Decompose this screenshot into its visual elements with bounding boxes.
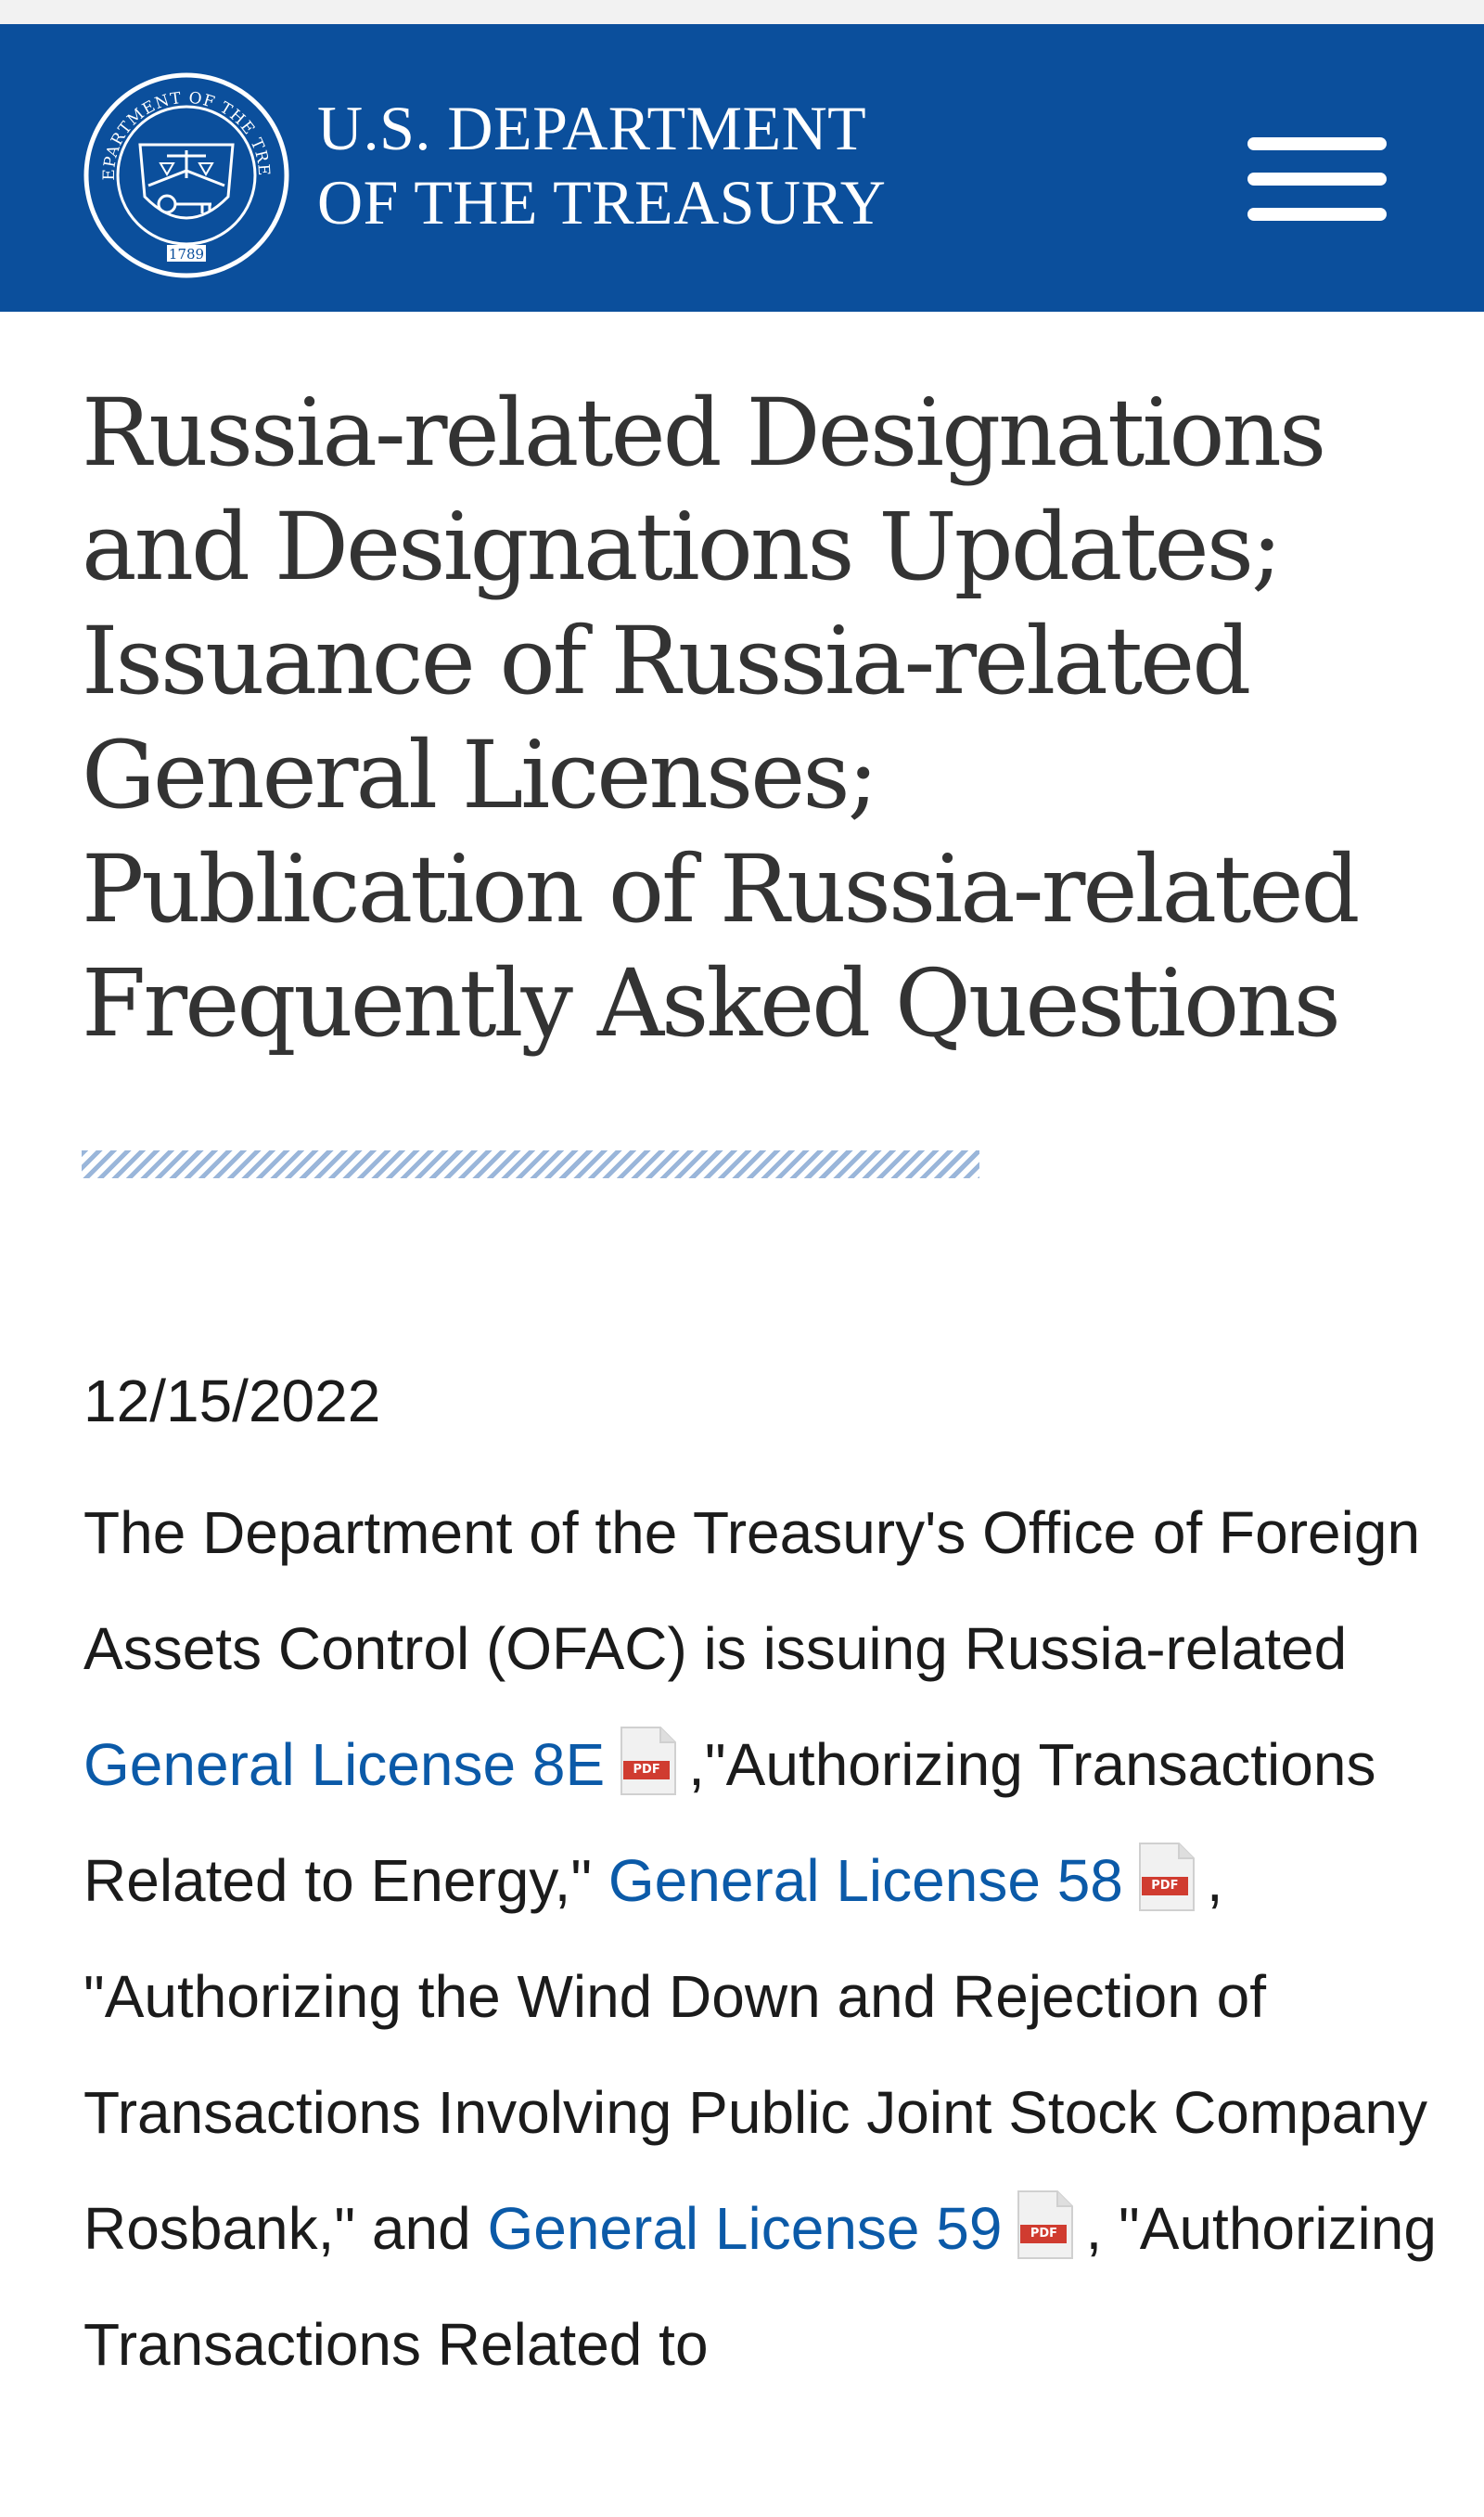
general-license-58-link[interactable]: General License 58 <box>608 1847 1123 1914</box>
body-text-1: ,"Authorizing Transactions Related to Energy," <box>83 1731 1376 1914</box>
body-intro: The Department of the Treasury's Office of Foreign Assets Control (OFAC) is issuing Russia-related <box>83 1499 1421 1682</box>
title-divider <box>82 1150 979 1178</box>
general-license-8e-link[interactable]: General License 8E <box>83 1731 606 1798</box>
site-name-line2: OF THE TREASURY <box>317 167 887 238</box>
article-body <box>83 1475 1438 2403</box>
body-text-2: , "Authorizing the Wind Down and Rejection of Transactions Involving Public Joint Stock Company Rosbank," and <box>83 1847 1427 2262</box>
menu-button[interactable] <box>1238 117 1405 238</box>
svg-text:THE DEPARTMENT OF THE TREASURY: EPARTMENT OF THE TRE <box>99 88 274 181</box>
pdf-label: PDF <box>623 1761 670 1779</box>
treasury-seal-icon <box>82 71 291 280</box>
menu-bar-top <box>1247 137 1387 150</box>
menu-bar-middle <box>1247 173 1387 186</box>
body-text-3: , "Authorizing Transactions Related to <box>83 2195 1437 2378</box>
site-name-line1: U.S. DEPARTMENT <box>317 93 867 163</box>
site-header <box>0 24 1484 312</box>
site-name[interactable] <box>317 91 886 239</box>
pdf-icon[interactable] <box>618 1726 679 1796</box>
browser-top-strip <box>0 0 1484 24</box>
menu-bar-bottom <box>1247 208 1387 221</box>
pdf-icon[interactable] <box>1136 1842 1197 1912</box>
pdf-label: PDF <box>1142 1877 1188 1895</box>
page-title: Russia-related Designations and Designations Updates; Issuance of Russia-related General Licenses; Publication of Russia-related Frequently Asked Questions <box>82 379 1358 1058</box>
pdf-label: PDF <box>1020 2225 1067 2243</box>
general-license-59-link[interactable]: General License 59 <box>487 2195 1003 2262</box>
press-release-date: 12/15/2022 <box>83 1368 381 1434</box>
pdf-icon[interactable] <box>1015 2190 1076 2260</box>
svg-text:1789: 1789 <box>168 246 205 263</box>
treasury-seal-logo[interactable] <box>82 71 291 280</box>
